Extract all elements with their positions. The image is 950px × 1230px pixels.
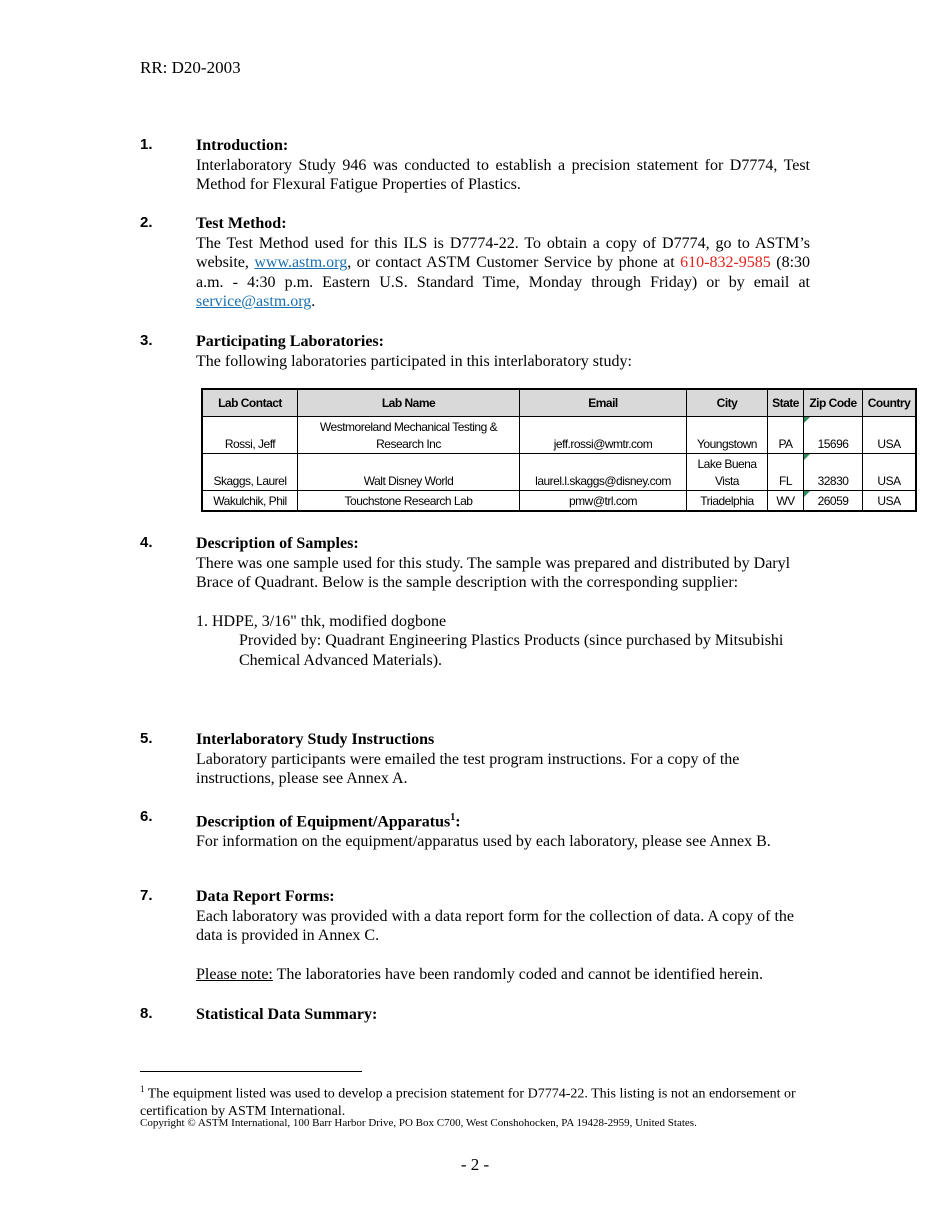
cell-contact: Wakulchik, Phil xyxy=(202,491,298,512)
section-4-number: 4. xyxy=(140,534,153,551)
comment-flag-icon xyxy=(804,417,810,423)
cell-country: USA xyxy=(863,454,917,491)
section-3-title: Participating Laboratories: xyxy=(196,333,384,350)
note-label: Please note: xyxy=(196,965,273,983)
section-2-text: . xyxy=(311,293,316,310)
table-row xyxy=(202,454,916,491)
cell-zip xyxy=(804,454,863,491)
laboratories-table xyxy=(201,388,917,512)
footnote-separator xyxy=(140,1071,362,1072)
section-1-number: 1. xyxy=(140,136,153,153)
col-zip-code: Zip Code xyxy=(804,389,863,417)
section-2-text: The Test Method used for this ILS is D7774-22. To obtain a copy of D7774, go to ASTM’s website, xyxy=(196,234,810,271)
section-1-body: Interlaboratory Study 946 was conducted to establish a precision statement for D7774, Test Method for Flexural Fatigue Properties of Plastics. xyxy=(196,156,810,193)
section-7 xyxy=(196,887,804,984)
section-6 xyxy=(196,808,796,851)
please-note xyxy=(196,965,804,985)
comment-flag-icon xyxy=(804,491,810,497)
section-7-number: 7. xyxy=(140,887,153,904)
section-7-body: Each laboratory was provided with a data report form for the collection of data. A copy of the data is provided in Annex C. xyxy=(196,907,795,944)
table-row xyxy=(202,491,916,512)
section-8-number: 8. xyxy=(140,1005,153,1022)
footnote xyxy=(140,1081,800,1120)
cell-email: laurel.l.skaggs@disney.com xyxy=(520,454,687,491)
section-5-body: Laboratory participants were emailed the test program instructions. For a copy of the instructions, please see Annex A. xyxy=(196,750,740,787)
col-lab-name: Lab Name xyxy=(298,389,520,417)
section-7-title: Data Report Forms: xyxy=(196,888,335,905)
cell-contact: Rossi, Jeff xyxy=(202,417,298,454)
section-6-body: For information on the equipment/apparatus used by each laboratory, please see Annex B. xyxy=(196,832,771,850)
cell-zip-value: 32830 xyxy=(817,474,849,488)
cell-city: Lake Buena Vista xyxy=(687,454,768,491)
section-3-number: 3. xyxy=(140,332,153,349)
section-6-title-colon: : xyxy=(455,813,461,831)
section-8-title: Statistical Data Summary: xyxy=(196,1006,378,1023)
cell-zip-value: 15696 xyxy=(817,437,849,451)
service-email-link[interactable]: service@astm.org xyxy=(196,293,312,310)
footnote-ref[interactable]: 1 xyxy=(450,812,456,823)
page-number: - 2 - xyxy=(460,1155,490,1174)
section-1-title: Introduction: xyxy=(196,137,289,154)
cell-city: Triadelphia xyxy=(687,491,768,512)
col-country: Country xyxy=(863,389,917,417)
section-3-body: The following laboratories participated in this interlaboratory study: xyxy=(196,352,632,370)
col-email: Email xyxy=(520,389,687,417)
col-state: State xyxy=(768,389,804,417)
astm-website-link[interactable]: www.astm.org xyxy=(254,254,348,271)
footnote-marker: 1 xyxy=(140,1084,145,1094)
section-5-title: Interlaboratory Study Instructions xyxy=(196,731,435,748)
cell-email: pmw@trl.com xyxy=(520,491,687,512)
cell-country: USA xyxy=(863,417,917,454)
col-lab-contact: Lab Contact xyxy=(202,389,298,417)
table-header-row xyxy=(202,389,916,417)
section-3 xyxy=(196,332,810,371)
cell-zip xyxy=(804,491,863,512)
cell-lab-name: Touchstone Research Lab xyxy=(298,491,520,512)
cell-zip xyxy=(804,417,863,454)
section-4 xyxy=(196,534,796,670)
cell-lab-name: Westmoreland Mechanical Testing & Research Inc xyxy=(298,417,520,454)
section-2-number: 2. xyxy=(140,214,153,231)
section-2-body xyxy=(196,234,810,312)
cell-state: WV xyxy=(768,491,804,512)
section-2-text: , or contact ASTM Customer Service by phone at xyxy=(347,254,681,271)
section-4-body: There was one sample used for this study. The sample was prepared and distributed by Daryl Brace of Quadrant. Below is the sample description with the corresponding supplier: xyxy=(196,554,791,591)
section-6-title-text: Description of Equipment/Apparatus xyxy=(196,813,451,831)
section-2-text: (8:30 a.m. - 4:30 p.m. Eastern U.S. Standard Time, Monday through Friday) or by email at xyxy=(196,254,811,291)
running-header: RR: D20-2003 xyxy=(140,58,241,77)
section-1 xyxy=(196,136,810,195)
section-4-title: Description of Samples: xyxy=(196,535,359,552)
cell-city: Youngstown xyxy=(687,417,768,454)
section-6-number: 6. xyxy=(140,808,153,825)
table-row xyxy=(202,417,916,454)
comment-flag-icon xyxy=(804,454,810,460)
sample-item: 1. HDPE, 3/16" thk, modified dogbone xyxy=(196,612,447,630)
copyright: Copyright © ASTM International, 100 Barr Harbor Drive, PO Box C700, West Conshohocken, PA 19428-2959, United States. xyxy=(140,1117,697,1129)
section-6-title xyxy=(196,808,796,832)
section-8 xyxy=(196,1005,810,1025)
cell-email: jeff.rossi@wmtr.com xyxy=(520,417,687,454)
sample-provider: Provided by: Quadrant Engineering Plastics Products (since purchased by Mitsubishi Chemical Advanced Materials). xyxy=(239,632,784,669)
phone-number: 610-832-9585 xyxy=(680,254,771,271)
section-5 xyxy=(196,730,796,789)
section-2 xyxy=(196,214,810,312)
section-5-number: 5. xyxy=(140,730,153,747)
cell-state: PA xyxy=(768,417,804,454)
section-2-title: Test Method: xyxy=(196,215,287,232)
cell-lab-name: Walt Disney World xyxy=(298,454,520,491)
cell-country: USA xyxy=(863,491,917,512)
cell-state: FL xyxy=(768,454,804,491)
cell-zip-value: 26059 xyxy=(817,494,849,508)
col-city: City xyxy=(687,389,768,417)
note-text: The laboratories have been randomly coded and cannot be identified herein. xyxy=(272,965,764,983)
cell-contact: Skaggs, Laurel xyxy=(202,454,298,491)
footnote-text: The equipment listed was used to develop a precision statement for D7774-22. This listing is not an endorsement or certification by ASTM International. xyxy=(140,1086,796,1119)
